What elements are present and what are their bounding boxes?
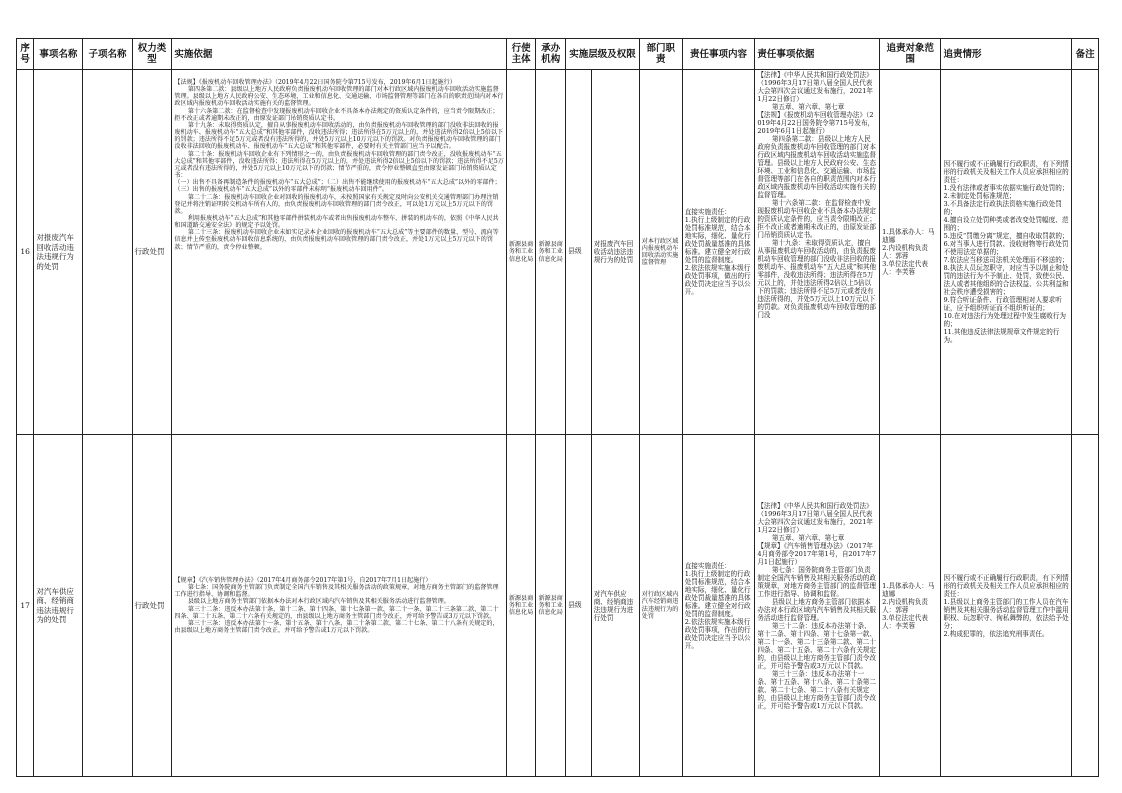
header-duty: 部门职责 xyxy=(639,39,682,70)
row-level: 县级 xyxy=(566,70,592,435)
row-resp-basis-line: 第十六条第二款：在监督检查中发现报废机动车回收企业不具备本办法规定的资质认定条件的，应当责令限期改正；拒不改正或者逾期未改正的，由原发证部门吊销资质认定书。 xyxy=(757,199,876,239)
row-basis-line: 第四条第二款：县级以上地方人民政府负责报废机动车回收管理的部门对本行政区域内报废机动车回收活动实施监督管理。县级以上地方人民政府公安、生态环境、工业和信息化、交通运输、市场监督管理等部门在各自的职责范围内对本行政区域内报废机动车回收活动实施有关的监督管理。 xyxy=(174,86,504,108)
row-accountable-line: 2.内设机构负责人：郭蓉 xyxy=(882,597,928,614)
row-situation-line: 11.其他违反法律法规规章文件规定的行为。 xyxy=(943,328,1060,344)
row-resp-basis-line: 【法规】《报废机动车回收管理办法》（2019年4月22日国务院令第715号发布，2019年6月1日起施行） xyxy=(757,111,875,135)
row-resp-basis xyxy=(755,70,880,435)
row-situation-line: 1.县级以上商务主管部门的工作人员在汽车销售及其相关服务活动监督管理工作中滥用职权、玩忽职守、徇私舞弊的，依法给予处分； xyxy=(943,597,1069,630)
row-situation-line: 2.未制定处罚标准规范； xyxy=(943,192,1016,200)
header-power-type: 权力类型 xyxy=(132,39,172,70)
row-scope: 对报废汽车回收活动违法违规行为的处罚 xyxy=(591,70,639,435)
row-resp-basis-line: 【法律】《中华人民共和国行政处罚法》（1996年3月17日第八届全国人民代表大会第四次会议通过发布施行，2021年1月22日修订） xyxy=(757,71,873,103)
row-note xyxy=(1072,435,1099,777)
header-resp-basis: 责任事项依据 xyxy=(755,39,880,70)
header-basis: 实施依据 xyxy=(172,39,506,70)
header-sub-item: 子项名称 xyxy=(83,39,132,70)
row-org: 新源县商务和工业信息化局 xyxy=(536,435,566,777)
row-item-name: 对报废汽车回收活动违法违规行为的处罚 xyxy=(34,70,83,435)
row-resp-content-line: 1.执行上级制定的行政处罚标准规范，结合本地实际，细化、量化行政处罚裁量基准的具体标准。建立健全对行政处罚的监督制度。 xyxy=(684,569,751,618)
row-basis-line: 【法规】《报废机动车回收管理办法》（2019年4月22日国务院令第715号发布，2019年6月1日起施行） xyxy=(174,79,456,86)
row-resp-basis-line: 第三十二条：违反本办法第十条、第十二条、第十四条、第十七条第一款、第二十一条、第二十三条第二款、第二十四条、第二十五条、第二十六条有关规定的，由县级以上地方商务主管部门责令改正，并可给予警告或3万元以下罚款。 xyxy=(757,621,876,670)
row-situation-line: 9.符合听证条件、行政管理相对人要求听证，应予组织听证而不组织听证的； xyxy=(943,296,1062,312)
row-basis-line: 第七条：国务院商务主管部门负责制定全国汽车销售及其相关服务活动的政策规章，对地方商务主管部门的监督管理工作进行指导、协调和监督。 xyxy=(174,584,499,599)
row-situation-line: 因不履行或不正确履行行政职责，有下列情形的行政机关及相关工作人员应承担相应的责任： xyxy=(943,573,1069,598)
row-basis-line: 【规章】《汽车销售管理办法》（2017年4月商务部令2017年第1号，自2017年7月1日起施行） xyxy=(174,576,432,584)
header-row xyxy=(17,39,1099,70)
row-basis-line: （一）出售不具备再制造条件的报废机动车“五大总成”；（二）出售不能继续使用的报废机动车“五大总成”以外的零部件；（三）出售的报废机动车“五大总成”以外的零部件未标明“报废机动车回用件”。 xyxy=(174,179,501,194)
row-basis-line: 第三十二条：违反本办法第十条、第十二条、第十四条、第十七条第一款、第二十一条、第二十三条第二款、第二十四条、第二十五条、第二十六条有关规定的，由县级以上地方商务主管部门责令改正，并可给予警告或3万元以下罚款。 xyxy=(174,605,499,620)
table-row xyxy=(17,70,1099,435)
row-situation-line: 8.执法人员玩忽职守，对应当予以制止和处罚的违法行为不予制止、处罚，致使公民、法人或者其他组织的合法权益、公共利益和社会秩序遭受损害的； xyxy=(943,264,1069,296)
row-resp-basis-line: 第五章、第六章、第七章 xyxy=(771,533,845,542)
row-sub-item xyxy=(83,70,132,435)
row-basis-line: 第十六条第二款：在监督检查中发现报废机动车回收企业不具备本办法规定的资质认定条件的，应当责令限期改正；拒不改正或者逾期未改正的，由原发证部门吊销资质认定书。 xyxy=(174,107,499,122)
row-situation-line: 1.没有法律或者事实依据实施行政处罚的； xyxy=(943,184,1069,192)
row-power-type: 行政处罚 xyxy=(132,435,172,777)
row-actor: 新源县商务和工业信息化局 xyxy=(506,435,536,777)
row-basis xyxy=(172,435,506,777)
table-row xyxy=(17,435,1099,777)
header-situation: 追责情形 xyxy=(941,39,1072,70)
row-situation xyxy=(941,435,1072,777)
row-situation-line: 6.对当事人进行罚款、没收财物等行政处罚不使用法定单据的； xyxy=(943,240,1069,256)
row-resp-basis-line: 第五章、第六章、第七章 xyxy=(771,103,845,111)
header-note: 备注 xyxy=(1072,39,1099,70)
row-accountable xyxy=(880,70,941,435)
row-power-type: 行政处罚 xyxy=(132,70,172,435)
row-resp-content xyxy=(682,435,755,777)
power-list-sheet xyxy=(16,38,1099,777)
row-situation-line: 因不履行或不正确履行行政职责，有下列情形的行政机关及相关工作人员应承担相应的责任： xyxy=(943,160,1069,184)
header-org: 承办机构 xyxy=(536,39,566,70)
row-resp-basis-line: 【规章】《汽车销售管理办法》（2017年4月商务部令2017年第1号，自2017年7月1日起施行） xyxy=(757,541,876,566)
row-resp-content-line: 1.执行上级制定的行政处罚标准规范，结合本地实际，细化、量化行政处罚裁量基准的具体标准。建立健全对行政处罚的监督制度。 xyxy=(684,216,751,264)
row-resp-content xyxy=(682,70,755,435)
row-resp-content-line: 直接实施责任： xyxy=(684,561,731,570)
row-situation-line: 3.不具备法定行政执法资格实施行政处罚的； xyxy=(943,200,1062,216)
row-resp-content-line: 2.依法依规实施本级行政处罚事项，做出的行政处罚决定应当予以公开。 xyxy=(684,264,751,296)
row-basis xyxy=(172,70,506,435)
row-resp-content-line: 2.依法依规实施本级行政处罚事项，作出的行政处罚决定应当予以公开。 xyxy=(684,617,751,650)
row-basis-line: 第二十二条：报废机动车回收企业对回收的报废机动车，未按照国家有关规定及时向公安机关交通管理部门办理注销登记并将注销证明转交机动车所有人的，由负责报废机动车回收管理的部门责令改正，可以处1万元以上5万元以下的罚款。 xyxy=(174,193,499,215)
row-resp-basis-line: 第四条第二款：县级以上地方人民政府负责报废机动车回收管理的部门对本行政区域内报废机动车回收活动实施监督管理。县级以上地方人民政府公安、生态环境、工业和信息化、交通运输、市场监督管理等部门在各自的职责范围内对本行政区域内报废机动车回收活动实施有关的监督管理。 xyxy=(757,135,876,199)
row-resp-basis xyxy=(755,435,880,777)
row-seq: 17 xyxy=(17,435,34,777)
row-resp-basis-line: 第十九条：未取得资质认定，擅自从事报废机动车回收活动的，由负责报废机动车回收管理的部门没收非法回收的报废机动车、报废机动车“五大总成”和其他零部件，没收违法所得；违法所得在5万元以上的，并处违法所得2倍以上5倍以下的罚款；违法所得不足5万元或者没有违法所得的，并处5万元以上10万元以下的罚款。对负责报废机动车回收管理的部门没 xyxy=(757,239,877,319)
row-level: 县级 xyxy=(566,435,592,777)
row-org: 新源县商务和工业信息化局 xyxy=(536,70,566,435)
row-scope: 对汽车供应商、经销商违法违规行为进行处罚 xyxy=(591,435,639,777)
row-basis-line: 县级以上地方商务主管部门依据本办法对本行政区域内汽车销售及其相关服务活动进行监督管理。 xyxy=(187,598,450,606)
row-duty: 对行政区域内汽车经销商违法违规行为的处罚 xyxy=(639,435,682,777)
row-situation-line: 10.在对违法行为处理过程中发生腐败行为的； xyxy=(943,312,1067,328)
row-accountable-line: 3.单位法定代表人：李芙蓉 xyxy=(882,613,928,630)
row-situation-line: 4.擅自设立处罚种类或者改变处罚幅度、范围的； xyxy=(943,216,1069,232)
header-item-name: 事项名称 xyxy=(34,39,83,70)
row-sub-item xyxy=(83,435,132,777)
row-seq: 16 xyxy=(17,70,34,435)
row-accountable-line: 1.具体承办人：马迪娜 xyxy=(882,228,935,244)
row-accountable xyxy=(880,435,941,777)
header-resp-content: 责任事项内容 xyxy=(682,39,755,70)
table-body xyxy=(17,70,1099,777)
row-basis-line: 第十九条：未取得资质认定，擅自从事报废机动车回收活动的，由负责报废机动车回收管理的部门没收非法回收的报废机动车、报废机动车“五大总成”和其他零部件，没收违法所得；违法所得在5万元以上的，并处违法所得2倍以上5倍以下的罚款；违法所得不足5万元或者没有违法所得的，并处5万元以上10万元以下的罚款。对负责报废机动车回收管理的部门没收非法回收的报废机动车、报废机动车“五大总成”和其他零部件，必要时有关主管部门应当予以配合。 xyxy=(174,121,504,151)
header-accountable: 追责对象范围 xyxy=(880,39,941,70)
row-note xyxy=(1072,70,1099,435)
row-situation-line: 5.违反“罚缴分离”规定，擅自收取罚款的； xyxy=(943,232,1069,240)
row-basis-line: 第三十三条：违反本办法第十一条、第十五条、第十八条、第二十条第二款、第二十七条、第二十八条有关规定的，由县级以上地方商务主管部门责令改正，并可给予警告或1万元以下罚款。 xyxy=(174,619,499,634)
row-item-name: 对汽车供应商、经销商违法违规行为的处罚 xyxy=(34,435,83,777)
row-resp-basis-line: 县级以上地方商务主管部门依据本办法对本行政区域内汽车销售及其相关服务活动进行监督管理。 xyxy=(757,597,876,622)
row-resp-basis-line: 第七条：国务院商务主管部门负责制定全国汽车销售及其相关服务活动的政策规章，对地方商务主管部门的监督管理工作进行指导、协调和监督。 xyxy=(757,565,876,598)
row-accountable-line: 1.具体承办人：马迪娜 xyxy=(882,581,935,598)
row-situation xyxy=(941,70,1072,435)
header-level: 实施层级及权限 xyxy=(566,39,640,70)
row-resp-basis-line: 第三十三条：违反本办法第十一条、第十五条、第十八条、第二十条第二款、第二十七条、第二十八条有关规定的，由县级以上地方商务主管部门责令改正，并可给予警告或1万元以下罚款。 xyxy=(757,669,876,710)
row-resp-content-line: 直接实施责任： xyxy=(684,208,731,216)
header-seq: 序号 xyxy=(17,39,34,70)
row-situation-line: 2.构成犯罪的，依法追究刑事责任。 xyxy=(943,629,1049,638)
row-basis-line: 利用报废机动车“五大总成”和其他零部件拼装机动车或者出售报废机动车整车、拼装的机动车的，依照《中华人民共和国道路交通安全法》的规定予以处罚。 xyxy=(174,214,499,230)
header-actor: 行使主体 xyxy=(506,39,536,70)
row-basis-line: 第二十条：报废机动车回收企业有下列情形之一的，由负责报废机动车回收管理的部门责令改正，没收报废机动车“五大总成”和其他零部件，没收违法所得；违法所得在5万元以上的，并处违法所得2倍以上5倍以下的罚款；违法所得不足5万元或者没有违法所得的，并处5万元以上10万元以下的罚款；情节严重的，责令停业整顿直至由原发证部门吊销资质认定书： xyxy=(174,150,504,180)
row-resp-basis-line: 【法律】《中华人民共和国行政处罚法》（1996年3月17日第八届全国人民代表大会第四次会议通过发布施行，2021年1月22日修订） xyxy=(757,501,873,534)
row-accountable-line: 2.内设机构负责人：郭蓉 xyxy=(882,244,928,260)
row-actor: 新源县商务和工业信息化局 xyxy=(506,70,536,435)
row-situation-line: 7.依法应当移送司法机关处理而不移送的； xyxy=(943,256,1069,264)
row-duty: 对本行政区域内报废机动车回收活动实施监督管理 xyxy=(639,70,682,435)
row-accountable-line: 3.单位法定代表人：李芙蓉 xyxy=(882,260,928,276)
row-basis-line: 第二十三条：报废机动车回收企业未如实记录本企业回收的报废机动车“五大总成”等主要部件的数量、型号、流向等信息并上传至报废机动车回收信息系统的，由负责报废机动车回收管理的部门责令改正，并处1万元以上5万元以下的罚款；情节严重的，责令停业整顿。 xyxy=(174,229,499,251)
power-list-table xyxy=(16,38,1099,777)
